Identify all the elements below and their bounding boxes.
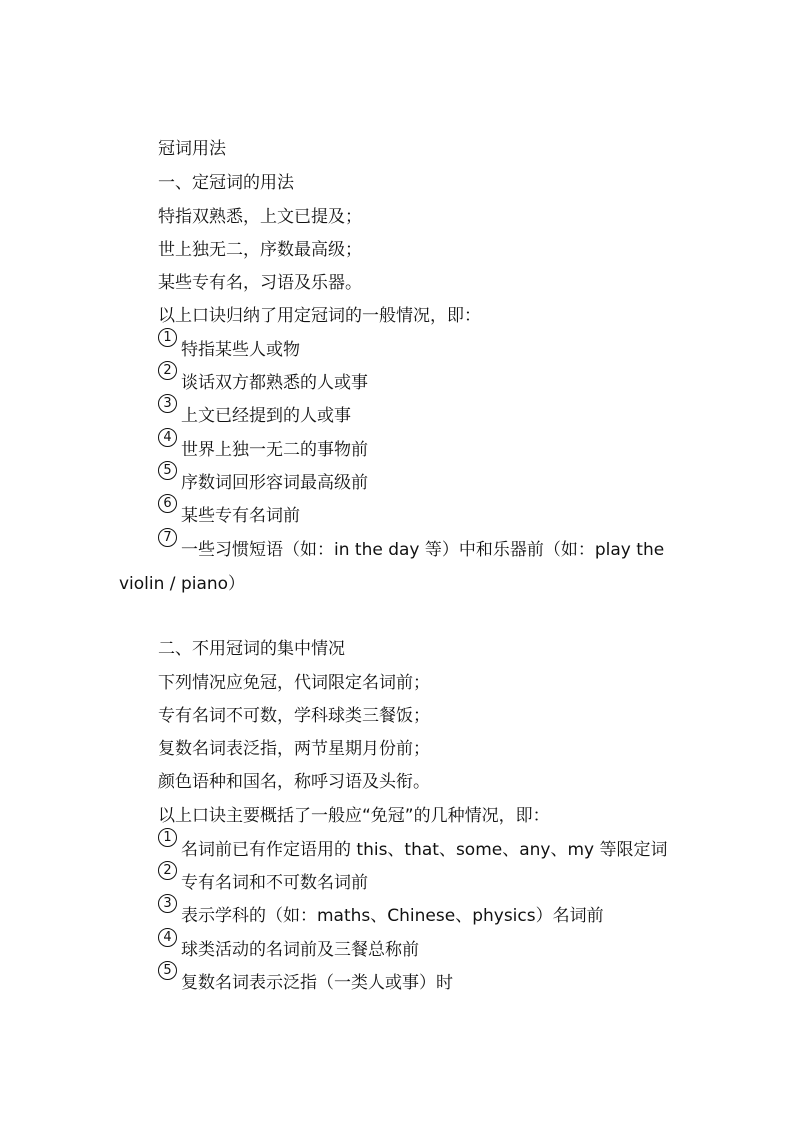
section-1-mnemonic-line: 世上独无二，序数最高级； [158,240,362,260]
list-item: 复数名词表示泛指（一类人或事）时 [181,973,453,993]
list-item: 球类活动的名词前及三餐总称前 [181,940,419,960]
list-item: 特指某些人或物 [181,340,300,360]
list-item: 专有名词和不可数名词前 [181,873,368,893]
circled-number-marker: 5 [158,461,177,480]
circled-number-marker: 2 [158,861,177,880]
section-2-mnemonic-line: 颜色语种和国名，称呼习语及头衔。 [158,772,430,792]
section-2-intro: 以上口诀主要概括了一般应“免冠”的几种情况，即： [158,806,550,826]
section-2-mnemonic-line: 专有名词不可数，学科球类三餐饭； [158,706,430,726]
circled-number-marker: 4 [158,928,177,947]
circled-number-marker: 4 [158,428,177,447]
document-title: 冠词用法 [158,139,226,159]
list-item: 表示学科的（如：maths、Chinese、physics）名词前 [181,906,604,926]
circled-number-marker: 2 [158,361,177,380]
section-1-mnemonic-line: 特指双熟悉，上文已提及； [158,207,362,227]
circled-number-marker: 1 [158,828,177,847]
section-2-heading: 二、不用冠词的集中情况 [158,639,345,659]
circled-number-marker: 5 [158,961,177,980]
list-item: 世界上独一无二的事物前 [181,440,368,460]
section-2-mnemonic-line: 复数名词表泛指，两节星期月份前； [158,739,430,759]
section-1-heading: 一、定冠词的用法 [158,173,294,193]
list-item: 序数词回形容词最高级前 [181,473,368,493]
section-1-mnemonic-line: 某些专有名，习语及乐器。 [158,273,362,293]
circled-number-marker: 6 [158,494,177,513]
circled-number-marker: 7 [158,528,177,547]
list-item-continuation: violin / piano） [119,574,246,594]
list-item: 谈话双方都熟悉的人或事 [181,373,368,393]
list-item: 某些专有名词前 [181,506,300,526]
list-item: 上文已经提到的人或事 [181,406,351,426]
circled-number-marker: 3 [158,894,177,913]
list-item: 名词前已有作定语用的 this、that、some、any、my 等限定词 [181,840,668,860]
list-item: 一些习惯短语（如：in the day 等）中和乐器前（如：play the [181,540,665,560]
circled-number-marker: 3 [158,394,177,413]
circled-number-marker: 1 [158,328,177,347]
section-2-mnemonic-line: 下列情况应免冠，代词限定名词前； [158,673,430,693]
section-1-intro: 以上口诀归纳了用定冠词的一般情况，即： [158,306,481,326]
